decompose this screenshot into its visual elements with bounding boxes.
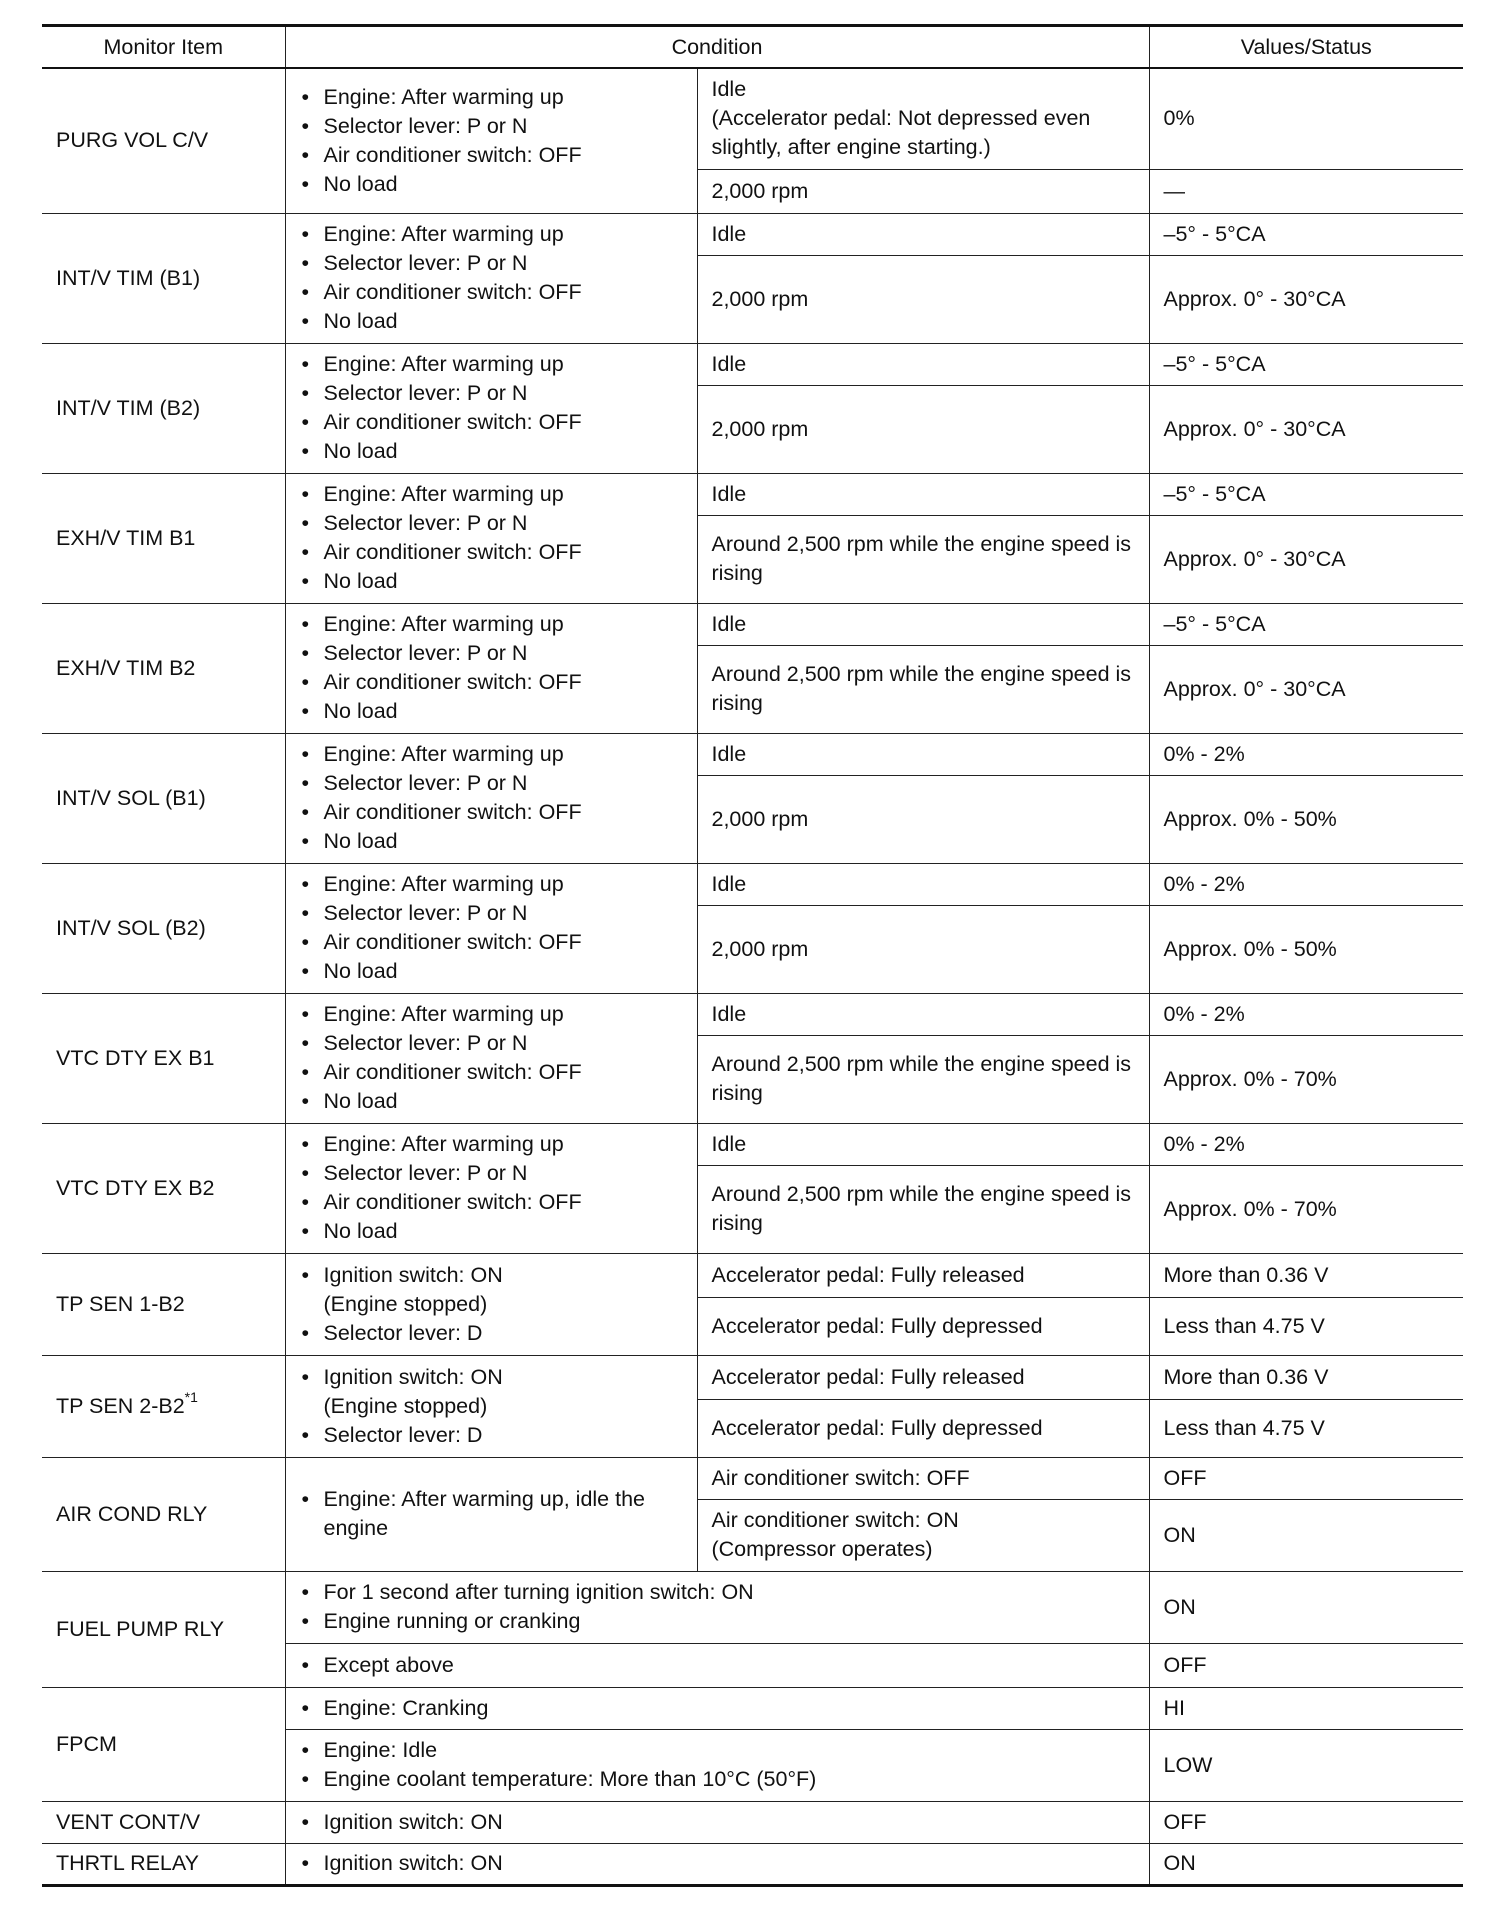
list-item: • No load: [300, 170, 683, 199]
condition-list: [285, 68, 697, 213]
monitor-item: INT/V SOL (B1): [42, 733, 285, 863]
header-monitor-item: Monitor Item: [42, 26, 285, 69]
value-cell: –5° - 5°CA: [1149, 603, 1463, 645]
sub-condition: Idle: [697, 473, 1149, 515]
value-cell: –5° - 5°CA: [1149, 473, 1463, 515]
list-item: • Engine: After warming up: [300, 220, 683, 249]
list-item: • Engine: After warming up: [300, 350, 683, 379]
sub-condition: Idle: [697, 343, 1149, 385]
value-cell: Approx. 0° - 30°CA: [1149, 515, 1463, 603]
monitor-item: FUEL PUMP RLY: [42, 1571, 285, 1687]
list-item-note: (Engine stopped): [323, 1393, 488, 1418]
list-item: • Engine: After warming up: [300, 83, 683, 112]
list-item: • Engine: After warming up: [300, 1000, 683, 1029]
condition-list: [285, 1687, 1149, 1729]
list-item: • Engine: After warming up: [300, 740, 683, 769]
condition-list: [285, 1355, 697, 1457]
list-item-text: Ignition switch: ON: [323, 1262, 503, 1287]
value-cell: –5° - 5°CA: [1149, 343, 1463, 385]
list-item: • No load: [300, 1217, 683, 1246]
header-row: [42, 26, 1463, 69]
sub-condition: Air conditioner switch: OFF: [697, 1457, 1149, 1499]
list-item: • Engine: After warming up: [300, 480, 683, 509]
monitor-item: EXH/V TIM B1: [42, 473, 285, 603]
list-item: • Selector lever: P or N: [300, 899, 683, 928]
list-item: • No load: [300, 957, 683, 986]
value-cell: —: [1149, 169, 1463, 213]
monitor-item: EXH/V TIM B2: [42, 603, 285, 733]
condition-list: [285, 1843, 1149, 1885]
sub-condition: 2,000 rpm: [697, 169, 1149, 213]
value-cell: More than 0.36 V: [1149, 1355, 1463, 1399]
list-item: • No load: [300, 827, 683, 856]
sub-condition-text: Idle: [711, 77, 747, 102]
condition-list: [285, 1571, 1149, 1643]
list-item: • No load: [300, 437, 683, 466]
condition-list: [285, 343, 697, 473]
value-cell: Approx. 0% - 50%: [1149, 775, 1463, 863]
table-row: [42, 473, 1463, 515]
monitor-item: VTC DTY EX B2: [42, 1123, 285, 1253]
sub-condition: Idle: [697, 1123, 1149, 1165]
list-item: • Engine coolant temperature: More than 10°C (50°F): [300, 1765, 1135, 1794]
value-cell: 0% - 2%: [1149, 733, 1463, 775]
sub-condition: Accelerator pedal: Fully released: [697, 1355, 1149, 1399]
value-cell: Approx. 0° - 30°CA: [1149, 255, 1463, 343]
sub-condition: Idle: [697, 213, 1149, 255]
sub-condition: [697, 1499, 1149, 1571]
value-cell: 0% - 2%: [1149, 993, 1463, 1035]
list-item: • Air conditioner switch: OFF: [300, 928, 683, 957]
value-cell: Approx. 0° - 30°CA: [1149, 645, 1463, 733]
monitor-table-container: [42, 24, 1463, 1887]
list-item: • Engine: Cranking: [300, 1694, 1135, 1723]
list-item: • Selector lever: D: [300, 1319, 683, 1348]
value-cell: –5° - 5°CA: [1149, 213, 1463, 255]
table-row: [42, 1123, 1463, 1165]
table-row: [42, 68, 1463, 169]
value-cell: LOW: [1149, 1729, 1463, 1801]
list-item: • Selector lever: P or N: [300, 112, 683, 141]
list-item: • Selector lever: P or N: [300, 1159, 683, 1188]
condition-list: [285, 733, 697, 863]
list-item: • Ignition switch: ON: [300, 1849, 1135, 1878]
condition-list: [285, 863, 697, 993]
sub-condition: Around 2,500 rpm while the engine speed is rising: [697, 515, 1149, 603]
value-cell: Approx. 0% - 50%: [1149, 905, 1463, 993]
list-item: • Engine: After warming up: [300, 1130, 683, 1159]
monitor-item: FPCM: [42, 1687, 285, 1801]
condition-list: [285, 603, 697, 733]
monitor-item: PURG VOL C/V: [42, 68, 285, 213]
table-row: [42, 343, 1463, 385]
list-item: • Engine: Idle: [300, 1736, 1135, 1765]
list-item: • Air conditioner switch: OFF: [300, 1188, 683, 1217]
header-values-status: Values/Status: [1149, 26, 1463, 69]
sub-condition: Around 2,500 rpm while the engine speed is rising: [697, 1035, 1149, 1123]
value-cell: OFF: [1149, 1457, 1463, 1499]
list-item: • Selector lever: D: [300, 1421, 683, 1450]
value-cell: 0% - 2%: [1149, 1123, 1463, 1165]
table-row: [42, 993, 1463, 1035]
sub-condition: 2,000 rpm: [697, 255, 1149, 343]
condition-list: [285, 473, 697, 603]
sub-condition: Idle: [697, 603, 1149, 645]
value-cell: ON: [1149, 1843, 1463, 1885]
table-row: [42, 1571, 1463, 1643]
value-cell: OFF: [1149, 1801, 1463, 1843]
list-item: • For 1 second after turning ignition switch: ON: [300, 1578, 1135, 1607]
sub-condition: Around 2,500 rpm while the engine speed is rising: [697, 645, 1149, 733]
sub-condition: Idle: [697, 733, 1149, 775]
sub-condition: 2,000 rpm: [697, 385, 1149, 473]
monitor-item: INT/V SOL (B2): [42, 863, 285, 993]
table-row: [42, 1801, 1463, 1843]
sub-condition-note: (Accelerator pedal: Not depressed even slightly, after engine starting.): [711, 106, 1091, 160]
condition-list: [285, 213, 697, 343]
list-item: • No load: [300, 567, 683, 596]
value-cell: OFF: [1149, 1643, 1463, 1687]
value-cell: Less than 4.75 V: [1149, 1399, 1463, 1457]
list-item: • No load: [300, 307, 683, 336]
list-item-text: Ignition switch: ON: [323, 1364, 503, 1389]
list-item: • Except above: [300, 1651, 1135, 1680]
sub-condition: Accelerator pedal: Fully released: [697, 1253, 1149, 1297]
condition-list: [285, 1123, 697, 1253]
table-row: [42, 863, 1463, 905]
header-condition: Condition: [285, 26, 1149, 69]
monitor-item: INT/V TIM (B2): [42, 343, 285, 473]
sub-condition: [697, 68, 1149, 169]
condition-list: [285, 993, 697, 1123]
table-row: [42, 1687, 1463, 1729]
list-item-note: (Engine stopped): [323, 1291, 488, 1316]
sub-condition: Idle: [697, 863, 1149, 905]
list-item: • No load: [300, 1087, 683, 1116]
value-cell: 0% - 2%: [1149, 863, 1463, 905]
monitor-item: VTC DTY EX B1: [42, 993, 285, 1123]
value-cell: ON: [1149, 1499, 1463, 1571]
sub-condition: Idle: [697, 993, 1149, 1035]
value-cell: Approx. 0° - 30°CA: [1149, 385, 1463, 473]
condition-list: [285, 1729, 1149, 1801]
sub-condition: 2,000 rpm: [697, 775, 1149, 863]
list-item: • Air conditioner switch: OFF: [300, 538, 683, 567]
monitor-item: TP SEN 1-B2: [42, 1253, 285, 1355]
table-row: [42, 1457, 1463, 1499]
list-item: • Air conditioner switch: OFF: [300, 798, 683, 827]
list-item: • Selector lever: P or N: [300, 249, 683, 278]
sub-condition-text: Air conditioner switch: ON: [711, 1508, 959, 1532]
list-item: • Engine: After warming up: [300, 870, 683, 899]
list-item: • Engine running or cranking: [300, 1607, 1135, 1636]
value-cell: More than 0.36 V: [1149, 1253, 1463, 1297]
sub-condition: 2,000 rpm: [697, 905, 1149, 993]
condition-list: [285, 1457, 697, 1571]
list-item: [300, 1363, 683, 1421]
sub-condition-note: (Compressor operates): [711, 1537, 933, 1561]
sub-condition: Around 2,500 rpm while the engine speed is rising: [697, 1165, 1149, 1253]
monitor-item: AIR COND RLY: [42, 1457, 285, 1571]
table-row: [42, 733, 1463, 775]
monitor-item: VENT CONT/V: [42, 1801, 285, 1843]
table-row: [42, 213, 1463, 255]
list-item: • Engine: After warming up: [300, 610, 683, 639]
list-item: • Selector lever: P or N: [300, 769, 683, 798]
list-item: • Ignition switch: ON: [300, 1808, 1135, 1837]
list-item: • Air conditioner switch: OFF: [300, 141, 683, 170]
monitor-table: [42, 24, 1463, 1887]
table-row: [42, 603, 1463, 645]
list-item: • Engine: After warming up, idle the engine: [300, 1485, 683, 1543]
monitor-item: THRTL RELAY: [42, 1843, 285, 1885]
table-row: [42, 1253, 1463, 1297]
monitor-item: [42, 1355, 285, 1457]
list-item: [300, 1261, 683, 1319]
list-item: • Selector lever: P or N: [300, 379, 683, 408]
list-item: • Selector lever: P or N: [300, 509, 683, 538]
value-cell: Approx. 0% - 70%: [1149, 1035, 1463, 1123]
monitor-item: INT/V TIM (B1): [42, 213, 285, 343]
condition-list: [285, 1801, 1149, 1843]
list-item: • No load: [300, 697, 683, 726]
list-item: • Air conditioner switch: OFF: [300, 278, 683, 307]
value-cell: ON: [1149, 1571, 1463, 1643]
sub-condition: Accelerator pedal: Fully depressed: [697, 1399, 1149, 1457]
footnote-marker: *1: [184, 1389, 198, 1406]
table-row: [42, 1355, 1463, 1399]
value-cell: 0%: [1149, 68, 1463, 169]
monitor-item-text: TP SEN 2-B2: [56, 1393, 185, 1418]
list-item: • Air conditioner switch: OFF: [300, 408, 683, 437]
list-item: • Selector lever: P or N: [300, 1029, 683, 1058]
sub-condition: Accelerator pedal: Fully depressed: [697, 1297, 1149, 1355]
value-cell: Approx. 0% - 70%: [1149, 1165, 1463, 1253]
condition-list: [285, 1253, 697, 1355]
condition-list: [285, 1643, 1149, 1687]
list-item: • Air conditioner switch: OFF: [300, 1058, 683, 1087]
value-cell: HI: [1149, 1687, 1463, 1729]
list-item: • Selector lever: P or N: [300, 639, 683, 668]
value-cell: Less than 4.75 V: [1149, 1297, 1463, 1355]
list-item: • Air conditioner switch: OFF: [300, 668, 683, 697]
table-row: [42, 1843, 1463, 1885]
